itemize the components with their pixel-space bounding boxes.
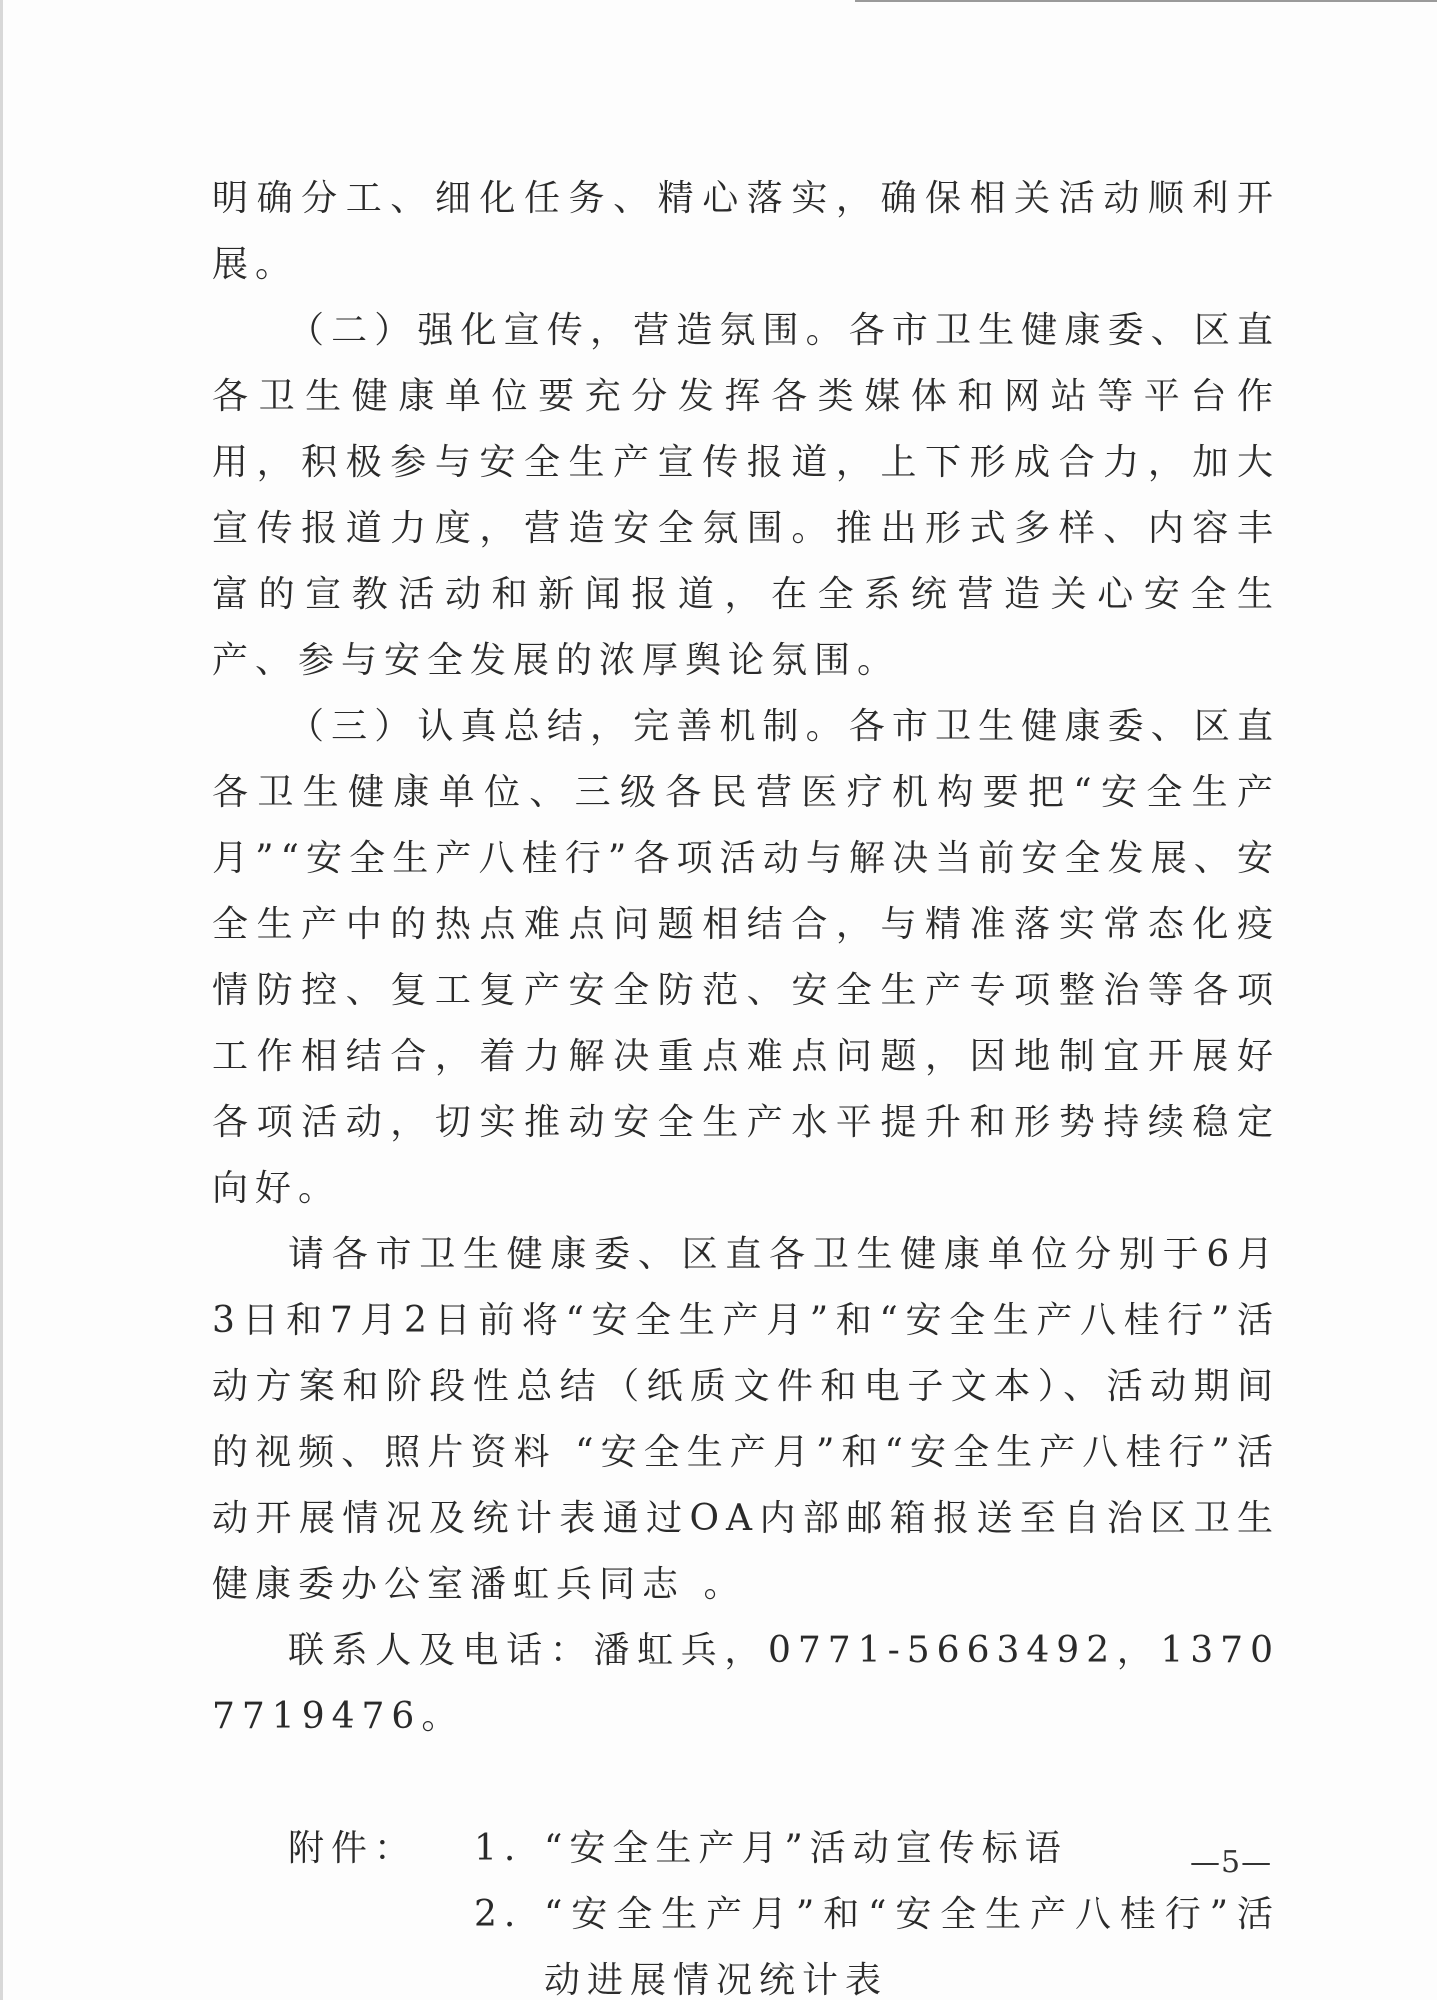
blank-line [212,1750,1280,1816]
scan-edge [0,0,3,2000]
paragraph-submission: 请各市卫生健康委、区直各卫生健康单位分别于6月3日和7月2日前将“安全生产月”和“安全生产八桂行”活动方案和阶段性总结（纸质文件和电子文本）、活动期间的视频、照片资料 “安全生产月”和“安全生产八桂行”活动开展情况及统计表通过OA内部邮箱报送至自治区卫生健康委办公室潘虹兵同志 。 [212,1234,1280,1605]
attachments-label-spacer [212,1882,474,2014]
paragraph-continuation: 明确分工、细化任务、精心落实，确保相关活动顺利开展。 [212,178,1280,285]
paragraph-contact: 联系人及电话：潘虹兵，0771-5663492，13707719476。 [212,1630,1280,1737]
attachment-title: “安全生产月”活动宣传标语 [544,1828,1068,1869]
document-body [212,166,1280,2014]
attachment-title: “安全生产月”和“安全生产八桂行”活动进展情况统计表 [544,1894,1280,2001]
attachment-item [212,1816,1280,1882]
attachment-number: 2. [474,1894,523,1935]
attachments-list [212,1816,1280,2014]
scan-edge [855,0,1437,2]
attachment-item [212,1882,1280,2014]
paragraph-summary: （三）认真总结，完善机制。各市卫生健康委、区直各卫生健康单位、三级各民营医疗机构要把“安全生产月”“安全生产八桂行”各项活动与解决当前安全发展、安全生产中的热点难点问题相结合，与精准落实常态化疫情防控、复工复产安全防范、安全生产专项整治等各项工作相结合，着力解决重点难点问题，因地制宜开展好各项活动，切实推动安全生产水平提升和形势持续稳定向好。 [212,706,1280,1209]
attachments-label: 附件： [288,1828,418,1869]
attachment-number: 1. [474,1828,523,1869]
page-number: —5— [1190,1845,1273,1880]
paragraph-publicity: （二）强化宣传，营造氛围。各市卫生健康委、区直各卫生健康单位要充分发挥各类媒体和网站等平台作用，积极参与安全生产宣传报道，上下形成合力，加大宣传报道力度，营造安全氛围。推出形式多样、内容丰富的宣教活动和新闻报道，在全系统营造关心安全生产、参与安全发展的浓厚舆论氛围。 [212,310,1280,681]
